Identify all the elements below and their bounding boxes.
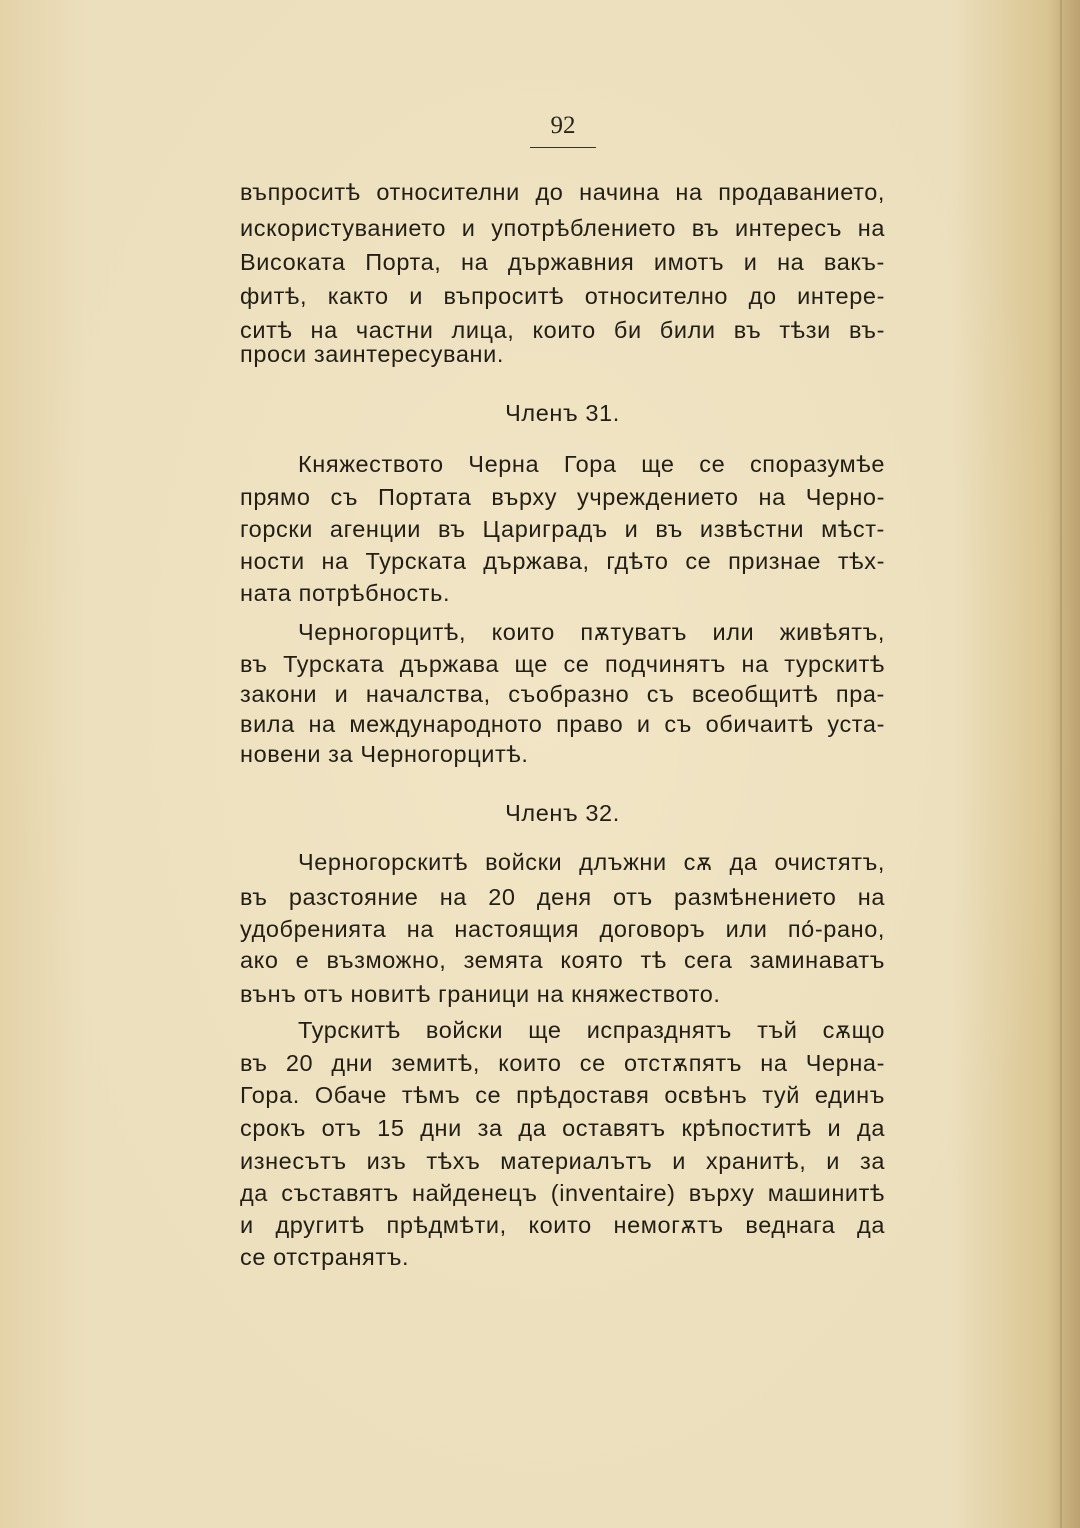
text-line: срокъ отъ 15 дни за да оставятъ крѣпоститѣ и да xyxy=(240,1115,885,1141)
text-line: Княжеството Черна Гора ще се споразумѣе xyxy=(298,451,885,477)
text-line: въ разстояние на 20 деня отъ размѣнението на xyxy=(240,884,885,910)
text-line: да съставятъ найденецъ (inventaire) върху машинитѣ xyxy=(240,1180,885,1206)
text-line: Гора. Обаче тѣмъ се прѣдоставя освѣнъ туй единъ xyxy=(240,1082,885,1108)
text-line: Високата Порта, на държавния имотъ и на вакъ- xyxy=(240,249,885,275)
text-line: горски агенции въ Цариградъ и въ извѣстни мѣст- xyxy=(240,516,885,542)
text-line: фитѣ, както и въпроситѣ относително до интере- xyxy=(240,283,885,309)
text-line: Турскитѣ войски ще испразднятъ тъй сѫщо xyxy=(298,1017,885,1043)
text-line: въ 20 дни земитѣ, които се отстѫпятъ на Черна- xyxy=(240,1050,885,1076)
text-line: изнесътъ изъ тѣхъ материалътъ и хранитѣ, и за xyxy=(240,1148,885,1174)
text-line: и другитѣ прѣдмѣти, които немогѫтъ веднага да xyxy=(240,1212,885,1238)
text-line: ности на Турската държава, гдѣто се признае тѣх- xyxy=(240,548,885,574)
text-line: удобренията на настоящия договоръ или по́-рано, xyxy=(240,916,885,942)
text-line: проси заинтересувани. xyxy=(240,341,504,367)
text-line: ситѣ на частни лица, които би били въ тѣзи въ- xyxy=(240,317,885,343)
text-line: вила на международното право и съ обичаитѣ уста- xyxy=(240,711,885,737)
text-line: вънъ отъ новитѣ граници на княжеството. xyxy=(240,981,721,1007)
text-line: въ Турската държава ще се подчинятъ на турскитѣ xyxy=(240,651,885,677)
text-line: ната потрѣбность. xyxy=(240,580,451,606)
article-heading-31: Членъ 31. xyxy=(505,400,620,426)
article-heading-32: Членъ 32. xyxy=(505,800,620,826)
page-edge-shadow xyxy=(1048,0,1080,1528)
text-line: закони и началства, съобразно съ всеобщитѣ пра- xyxy=(240,681,885,707)
page-edge-line xyxy=(1060,0,1062,1528)
text-line: Черногорцитѣ, които пѫтуватъ или живѣятъ, xyxy=(298,619,885,645)
text-line: искористуванието и употрѣблението въ интересъ на xyxy=(240,215,885,241)
text-line: Черногорскитѣ войски длъжни сѫ да очистятъ, xyxy=(298,849,885,875)
text-line: прямо съ Портата върху учреждението на Черно- xyxy=(240,484,885,510)
page-number-rule xyxy=(530,147,596,148)
text-line: новени за Черногорцитѣ. xyxy=(240,741,529,767)
text-line: въпроситѣ относителни до начина на продаванието, xyxy=(240,179,885,205)
text-line: се отстранятъ. xyxy=(240,1244,410,1270)
page-number: 92 xyxy=(550,112,576,139)
text-line: ако е възможно, земята която тѣ сега заминаватъ xyxy=(240,947,885,973)
